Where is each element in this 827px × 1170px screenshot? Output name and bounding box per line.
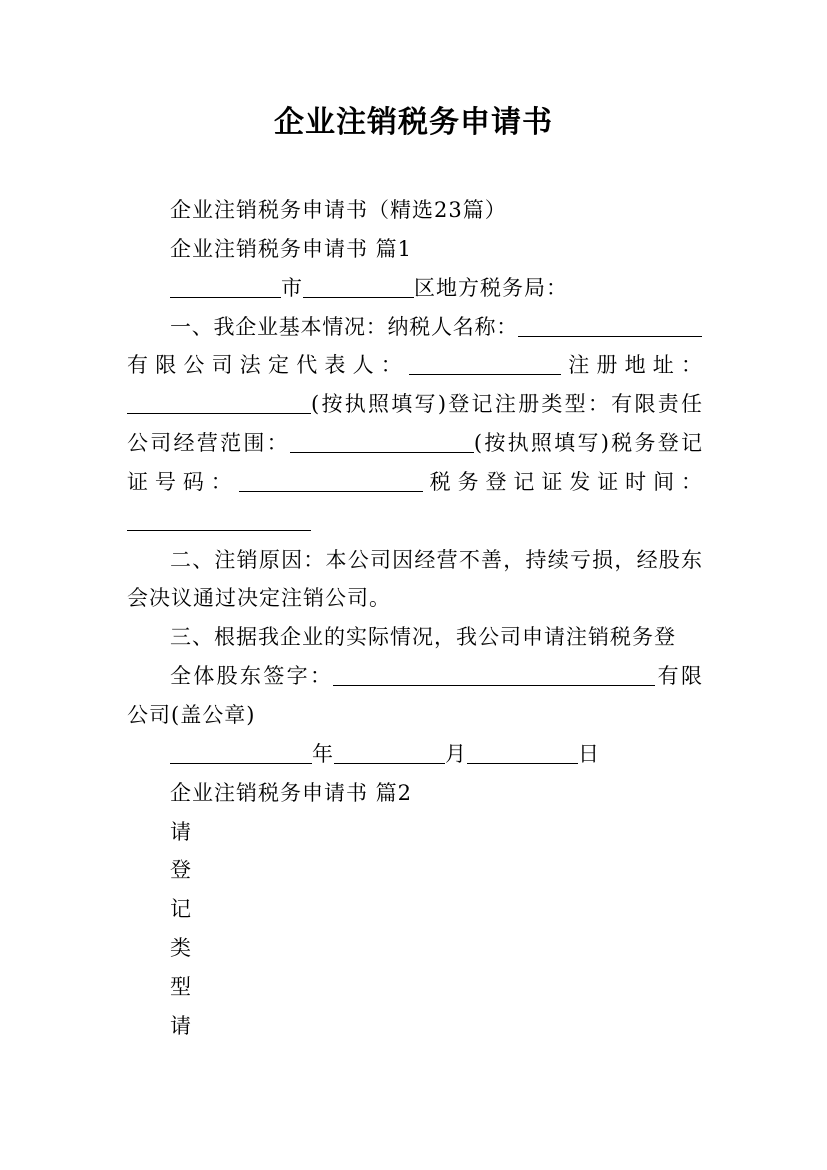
address-blank	[127, 395, 311, 414]
basic-info-line-3	[127, 385, 702, 424]
year-label: 年	[312, 741, 334, 766]
company-seal-line: 公司(盖公章)	[127, 702, 256, 727]
cert-number-blank	[239, 473, 423, 492]
cert-date-label: 税务登记证发证时间：	[422, 469, 702, 494]
part-1-heading: 企业注销税务申请书 篇1	[170, 236, 413, 261]
legal-rep-blank	[409, 356, 561, 375]
city-blank	[170, 279, 281, 298]
document-title: 企业注销税务申请书	[274, 105, 553, 140]
business-scope-label: 公司经营范围：	[127, 431, 290, 456]
addressee-line	[127, 269, 702, 308]
vertical-char: 请	[170, 819, 192, 844]
cert-number-label: 证号码：	[127, 469, 239, 494]
bureau-text: 区地方税务局：	[414, 275, 568, 300]
legal-rep-label: 有限公司法定代表人：	[127, 353, 409, 378]
basic-info-line-6	[127, 502, 702, 541]
city-suffix: 市	[281, 275, 303, 300]
year-blank	[170, 745, 312, 764]
vertical-char: 记	[170, 897, 192, 922]
month-blank	[334, 745, 445, 764]
basic-info-line-5	[127, 463, 702, 502]
address-label: 注册地址：	[561, 353, 702, 378]
taxpayer-name-blank	[518, 318, 702, 337]
signature-blank	[333, 667, 655, 686]
basic-info-line-4	[127, 424, 702, 463]
registration-type-text: (按执照填写)登记注册类型：有限责任	[311, 392, 702, 417]
vertical-char: 型	[170, 974, 192, 999]
date-line	[127, 735, 702, 774]
tax-cert-text: (按执照填写)税务登记	[473, 431, 702, 456]
document-body	[127, 191, 702, 1046]
basic-info-line-2	[127, 346, 702, 385]
vertical-char: 类	[170, 936, 192, 961]
request-line: 三、根据我企业的实际情况，我公司申请注销税务登	[170, 625, 676, 650]
basic-info-lead: 一、我企业基本情况：纳税人名称：	[170, 314, 518, 339]
month-label: 月	[445, 741, 467, 766]
cert-date-blank	[127, 512, 311, 531]
vertical-char: 登	[170, 858, 192, 883]
day-label: 日	[578, 741, 600, 766]
basic-info-line-1	[127, 308, 702, 347]
signature-suffix: 有限	[655, 664, 702, 689]
reason-line-1: 二、注销原因：本公司因经营不善，持续亏损，经股东	[170, 547, 702, 572]
part-2-heading: 企业注销税务申请书 篇2	[170, 780, 413, 805]
day-blank	[467, 745, 578, 764]
vertical-char: 请	[170, 1013, 192, 1038]
collection-heading: 企业注销税务申请书（精选23篇）	[170, 198, 507, 222]
signature-line	[127, 657, 702, 696]
reason-line-2: 会决议通过决定注销公司。	[127, 586, 391, 611]
signature-label: 全体股东签字：	[170, 664, 334, 689]
district-blank	[303, 279, 414, 298]
business-scope-blank	[290, 434, 474, 453]
